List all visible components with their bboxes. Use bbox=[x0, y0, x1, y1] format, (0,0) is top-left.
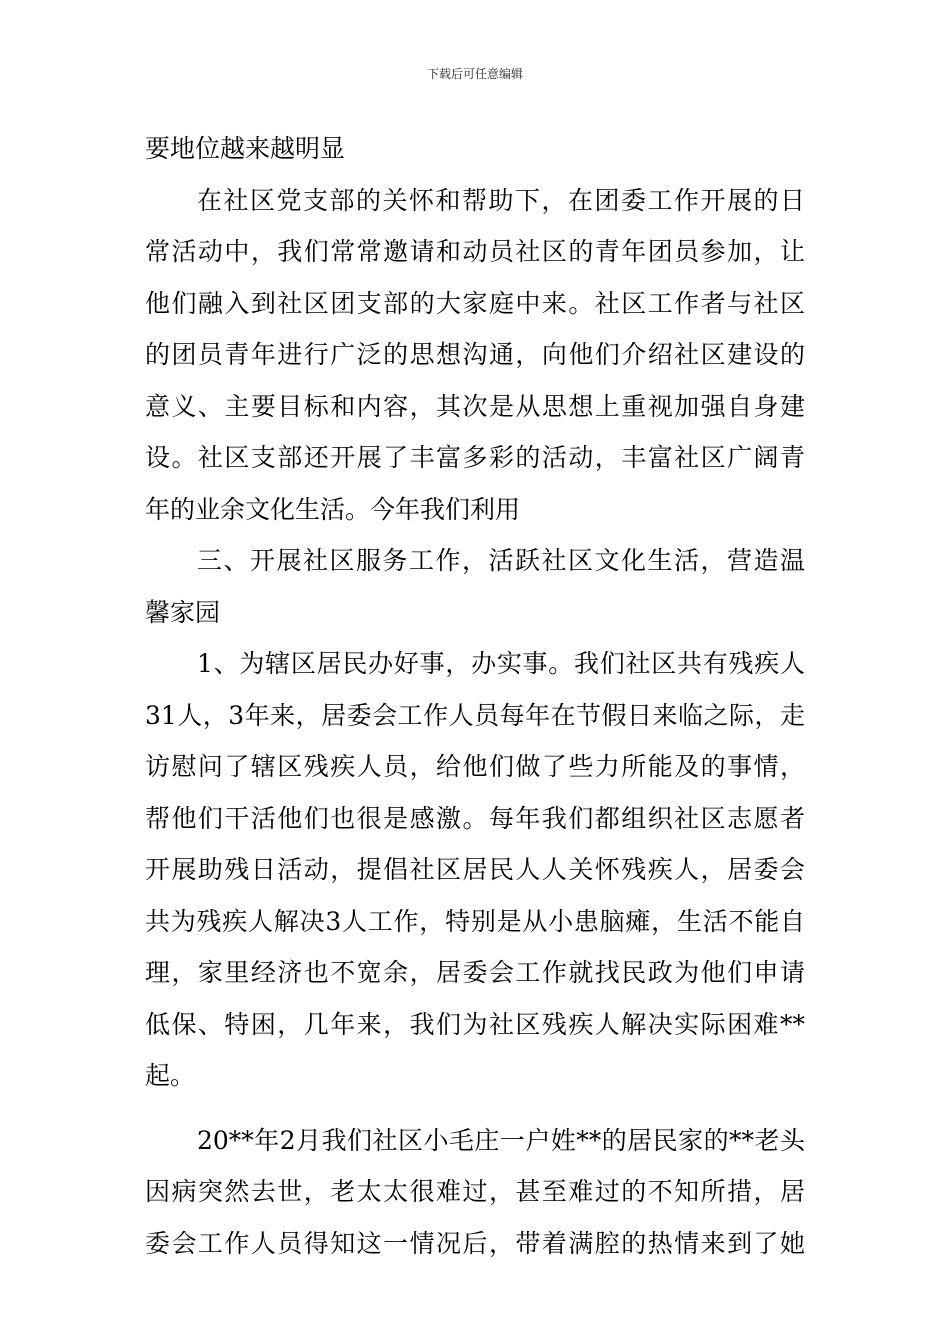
paragraph-line: 低保、特困，几年来，我们为社区残疾人解决实际困难** bbox=[145, 1009, 805, 1039]
document-body bbox=[145, 129, 805, 1275]
paragraph-line: 意义、主要目标和内容，其次是从思想上重视加强自身建 bbox=[145, 391, 805, 421]
paragraph-line: 31人，3年来，居委会工作人员每年在节假日来临之际，走 bbox=[145, 700, 805, 730]
paragraph-line: 的团员青年进行广泛的思想沟通，向他们介绍社区建设的 bbox=[145, 340, 805, 369]
paragraph-line: 访慰问了辖区残疾人员，给他们做了些力所能及的事情， bbox=[145, 752, 805, 781]
paragraph-line: 设。社区支部还开展了丰富多彩的活动，丰富社区广阔青 bbox=[145, 443, 805, 472]
paragraph-line: 起。 bbox=[145, 1061, 196, 1090]
paragraph-line: 他们融入到社区团支部的大家庭中来。社区工作者与社区 bbox=[145, 288, 805, 318]
paragraph-line: 开展助残日活动，提倡社区居民人人关怀残疾人，居委会 bbox=[145, 855, 805, 884]
paragraph-line: 共为残疾人解决3人工作，特别是从小患脑瘫，生活不能自 bbox=[145, 906, 805, 936]
paragraph-line: 要地位越来越明显 bbox=[145, 134, 346, 163]
paragraph-line: 因病突然去世，老太太很难过，甚至难过的不知所措，居 bbox=[145, 1177, 805, 1206]
paragraph-line: 20**年2月我们社区小毛庄一户姓**的居民家的**老头 bbox=[197, 1125, 805, 1155]
page-header-note: 下载后可任意编辑 bbox=[426, 67, 523, 81]
paragraph-line: 帮他们干活他们也很是感激。每年我们都组织社区志愿者 bbox=[145, 803, 805, 833]
paragraph-line: 1、为辖区居民办好事，办实事。我们社区共有残疾人 bbox=[197, 649, 805, 678]
section-heading-line: 三、开展社区服务工作，活跃社区文化生活，营造温 bbox=[197, 546, 805, 575]
paragraph-line: 年的业余文化生活。今年我们利用 bbox=[145, 494, 521, 524]
paragraph-line: 常活动中，我们常常邀请和动员社区的青年团员参加，让 bbox=[145, 237, 805, 266]
section-heading-line: 馨家园 bbox=[145, 597, 221, 627]
paragraph-line: 在社区党支部的关怀和帮助下，在团委工作开展的日 bbox=[197, 185, 805, 215]
paragraph-line: 理，家里经济也不宽余，居委会工作就找民政为他们申请 bbox=[145, 958, 805, 987]
paragraph-line: 委会工作人员得知这一情况后，带着满腔的热情来到了她 bbox=[145, 1228, 805, 1258]
